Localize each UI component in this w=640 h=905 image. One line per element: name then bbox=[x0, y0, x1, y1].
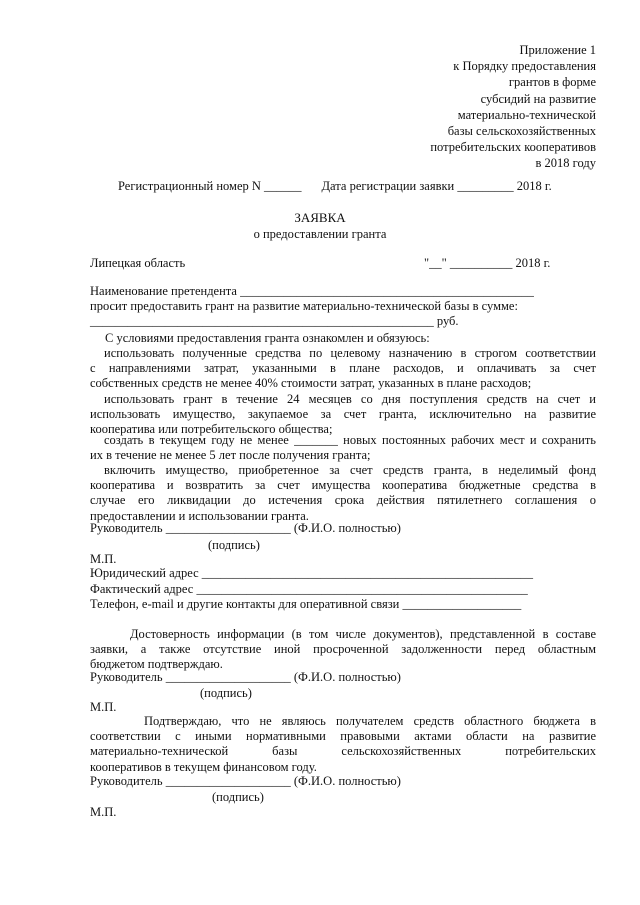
appendix-line: потребительских кооперативов bbox=[430, 140, 596, 155]
condition-item bbox=[90, 433, 596, 463]
document-subtitle: о предоставлении гранта bbox=[253, 227, 387, 241]
registration-line bbox=[118, 179, 552, 194]
contact-info-field: Телефон, e-mail и другие контакты для оперативной связи ___________________ bbox=[90, 597, 522, 611]
appendix-header bbox=[396, 42, 596, 172]
appendix-line: грантов в форме bbox=[508, 75, 596, 90]
paragraph-line: Достоверность информации (в том числе документов), представленной в составе bbox=[130, 627, 596, 641]
stamp-label: М.П. bbox=[90, 552, 117, 566]
region-label: Липецкая область bbox=[90, 256, 186, 270]
condition-item bbox=[90, 463, 596, 524]
condition-line: использовать имущество, закупаемое за счет гранта, исключительно на развитие bbox=[90, 407, 596, 422]
actual-address-field: Фактический адрес _____________________________________________________ bbox=[90, 582, 528, 596]
condition-line: создать в текущем году не менее _______ новых постоянных рабочих мест и сохранить bbox=[104, 433, 596, 447]
signature-caption: (подпись) bbox=[200, 686, 252, 700]
condition-line: случае его ликвидации до истечения срока действия пятилетнего соглашения о bbox=[90, 493, 596, 508]
signature-caption: (подпись) bbox=[212, 790, 264, 804]
paragraph-line: материально-технической базы сельскохозяйственных потребительских bbox=[90, 744, 596, 759]
no-other-funding-paragraph bbox=[90, 714, 596, 775]
head-signature-line: Руководитель ____________________ (Ф.И.О. полностью) bbox=[90, 774, 401, 788]
appendix-line: субсидий на развитие bbox=[480, 91, 596, 106]
condition-line: использовать грант в течение 24 месяцев со дня поступления средств на счет и bbox=[104, 392, 596, 406]
head-signature-line: Руководитель ____________________ (Ф.И.О. полностью) bbox=[90, 670, 401, 684]
condition-line: с направлениями затрат, указанными в плане расходов, и оплачивать за счет bbox=[90, 361, 596, 376]
appendix-line: Приложение 1 bbox=[519, 43, 596, 57]
appendix-line: в 2018 году bbox=[535, 156, 596, 171]
appendix-line: к Порядку предоставления bbox=[453, 59, 596, 74]
application-date: "__" __________ 2018 г. bbox=[424, 256, 551, 270]
registration-number: Регистрационный номер N ______ bbox=[118, 179, 302, 193]
condition-line: их в течение не менее 5 лет после получения гранта; bbox=[90, 448, 371, 463]
condition-line: собственных средств не менее 40% стоимости затрат, указанных в плане расходов; bbox=[90, 376, 532, 391]
grant-amount-field: _______________________________________________________ руб. bbox=[90, 314, 459, 328]
conditions-intro: С условиями предоставления гранта ознакомлен и обязуюсь: bbox=[105, 331, 430, 345]
appendix-line: базы сельскохозяйственных bbox=[447, 124, 596, 139]
paragraph-line: Подтверждаю, что не являюсь получателем средств областного бюджета в bbox=[144, 714, 596, 728]
applicant-name-field: Наименование претендента _______________________________________________ bbox=[90, 284, 534, 298]
signature-caption: (подпись) bbox=[208, 538, 260, 552]
stamp-label: М.П. bbox=[90, 700, 117, 714]
condition-line: предоставлении и использовании гранта. bbox=[90, 508, 309, 523]
condition-item bbox=[90, 392, 596, 438]
head-signature-line: Руководитель ____________________ (Ф.И.О. полностью) bbox=[90, 521, 401, 535]
info-confirmation-paragraph bbox=[90, 627, 596, 673]
stamp-label: М.П. bbox=[90, 805, 117, 819]
paragraph-line: соответствии с иными нормативными правовыми актами области на развитие bbox=[90, 729, 596, 744]
appendix-line: материально-технической bbox=[457, 107, 596, 122]
condition-line: включить имущество, приобретенное за счет средств гранта, в неделимый фонд bbox=[104, 463, 596, 477]
condition-line: кооператива или потребительского общества; bbox=[90, 422, 333, 437]
condition-item bbox=[90, 346, 596, 392]
registration-date: Дата регистрации заявки _________ 2018 г. bbox=[321, 179, 552, 193]
paragraph-line: бюджетом подтверждаю. bbox=[90, 657, 223, 672]
legal-address-field: Юридический адрес _____________________________________________________ bbox=[90, 566, 534, 580]
condition-line: кооператива и возвратить за счет имущества кооператива бюджетные средства в bbox=[90, 478, 596, 493]
document-title: ЗАЯВКА bbox=[294, 210, 346, 225]
paragraph-line: кооперативов в текущем финансовом году. bbox=[90, 759, 317, 774]
condition-line: использовать полученные средства по целевому назначению в строгом соответствии bbox=[104, 346, 596, 360]
paragraph-line: заявки, а также отсутствие иной просроченной задолженности перед областным bbox=[90, 642, 596, 657]
grant-request-text: просит предоставить грант на развитие материально-технической базы в сумме: bbox=[90, 299, 518, 313]
